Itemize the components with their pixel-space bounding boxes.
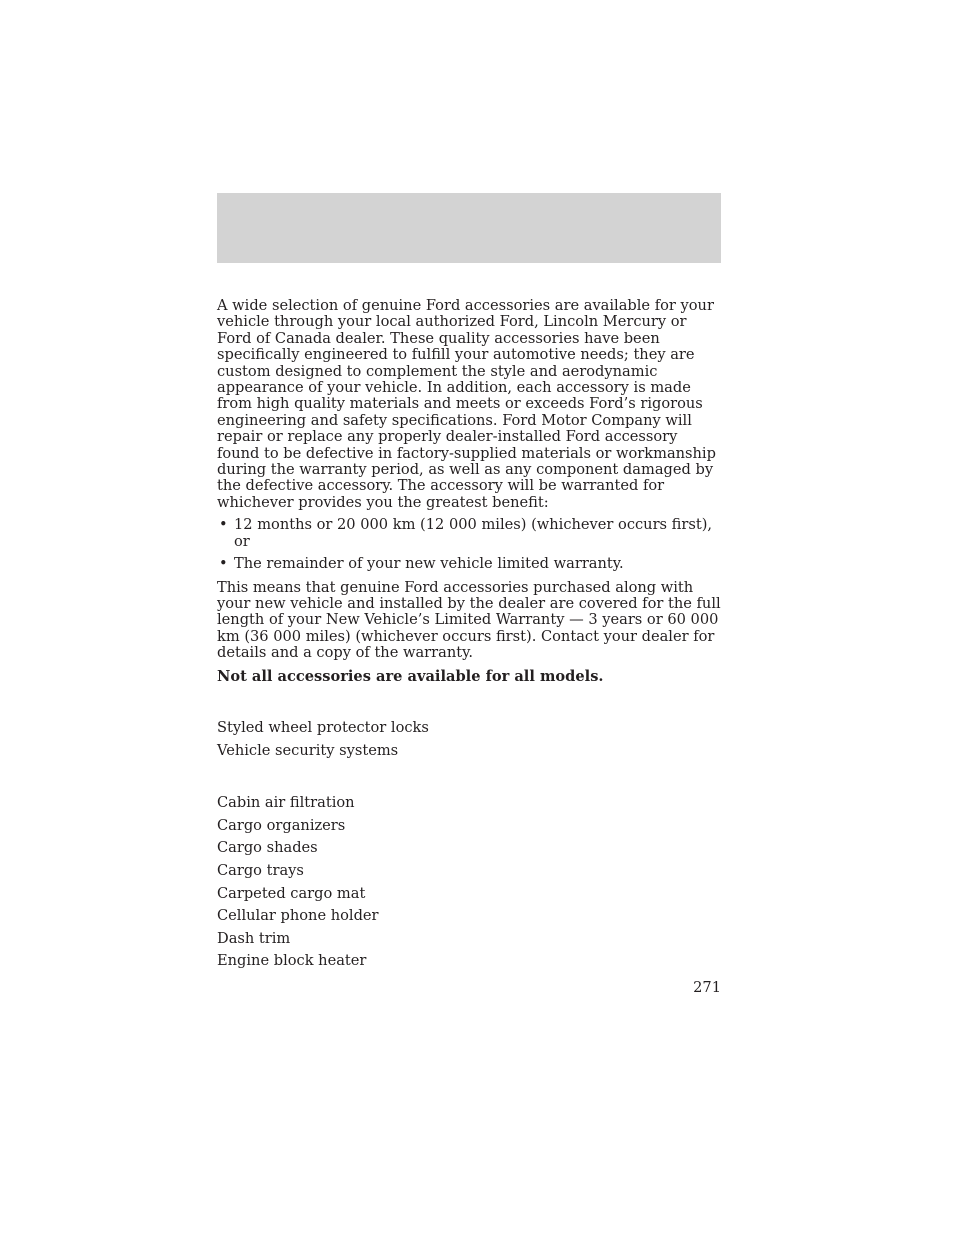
list-item: Carpeted cargo mat [217, 884, 366, 902]
bullet-icon: • [219, 516, 228, 534]
availability-note: Not all accessories are available for all models. [217, 667, 604, 685]
page-content [217, 298, 721, 976]
list-item: Engine block heater [217, 952, 367, 970]
bullet-text: The remainder of your new vehicle limited warranty. [234, 555, 624, 573]
list-item [217, 556, 721, 572]
warranty-coverage-paragraph: This means that genuine Ford accessories purchased along with your new vehicle and installed by the dealer are covered for the full length of your New Vehicle’s Limited Warranty — 3 years or 60 000 km (36 000 miles) (whichever occurs first). Contact your dealer for details and a copy of the warranty. [217, 578, 721, 662]
list-item: Styled wheel protector locks [217, 718, 429, 736]
list-item: Dash trim [217, 929, 291, 947]
chapter-header-band [217, 193, 721, 263]
list-item: Cargo shades [217, 839, 318, 857]
intro-paragraph: A wide selection of genuine Ford accessories are available for your vehicle through your local authorized Ford, Lincoln Mercury or Ford of Canada dealer. These quality accessories have been specifically engineered to fulfill your automotive needs; they are custom designed to complement the style and aerodynamic appearance of your vehicle. In addition, each accessory is made from high quality materials and meets or exceeds Ford’s rigorous engineering and safety specifications. Ford Motor Company will repair or replace any properly dealer-installed Ford accessory found to be defective in factory-supplied materials or workmanship during the warranty period, as well as any component damaged by the defective accessory. The accessory will be warranted for whichever provides you the greatest benefit: [217, 297, 716, 511]
list-item: Vehicle security systems [217, 741, 399, 759]
list-item: Cargo trays [217, 861, 304, 879]
security-accessories-list [217, 720, 721, 765]
list-item [217, 517, 721, 550]
list-item: Cellular phone holder [217, 907, 379, 925]
bullet-icon: • [219, 555, 228, 573]
list-item: Cargo organizers [217, 816, 346, 834]
warranty-bullet-list [217, 517, 721, 572]
comfort-accessories-list [217, 795, 721, 976]
bullet-text: 12 months or 20 000 km (12 000 miles) (whichever occurs first), or [234, 516, 713, 550]
list-item: Cabin air filtration [217, 794, 355, 812]
page-number: 271 [693, 979, 721, 996]
